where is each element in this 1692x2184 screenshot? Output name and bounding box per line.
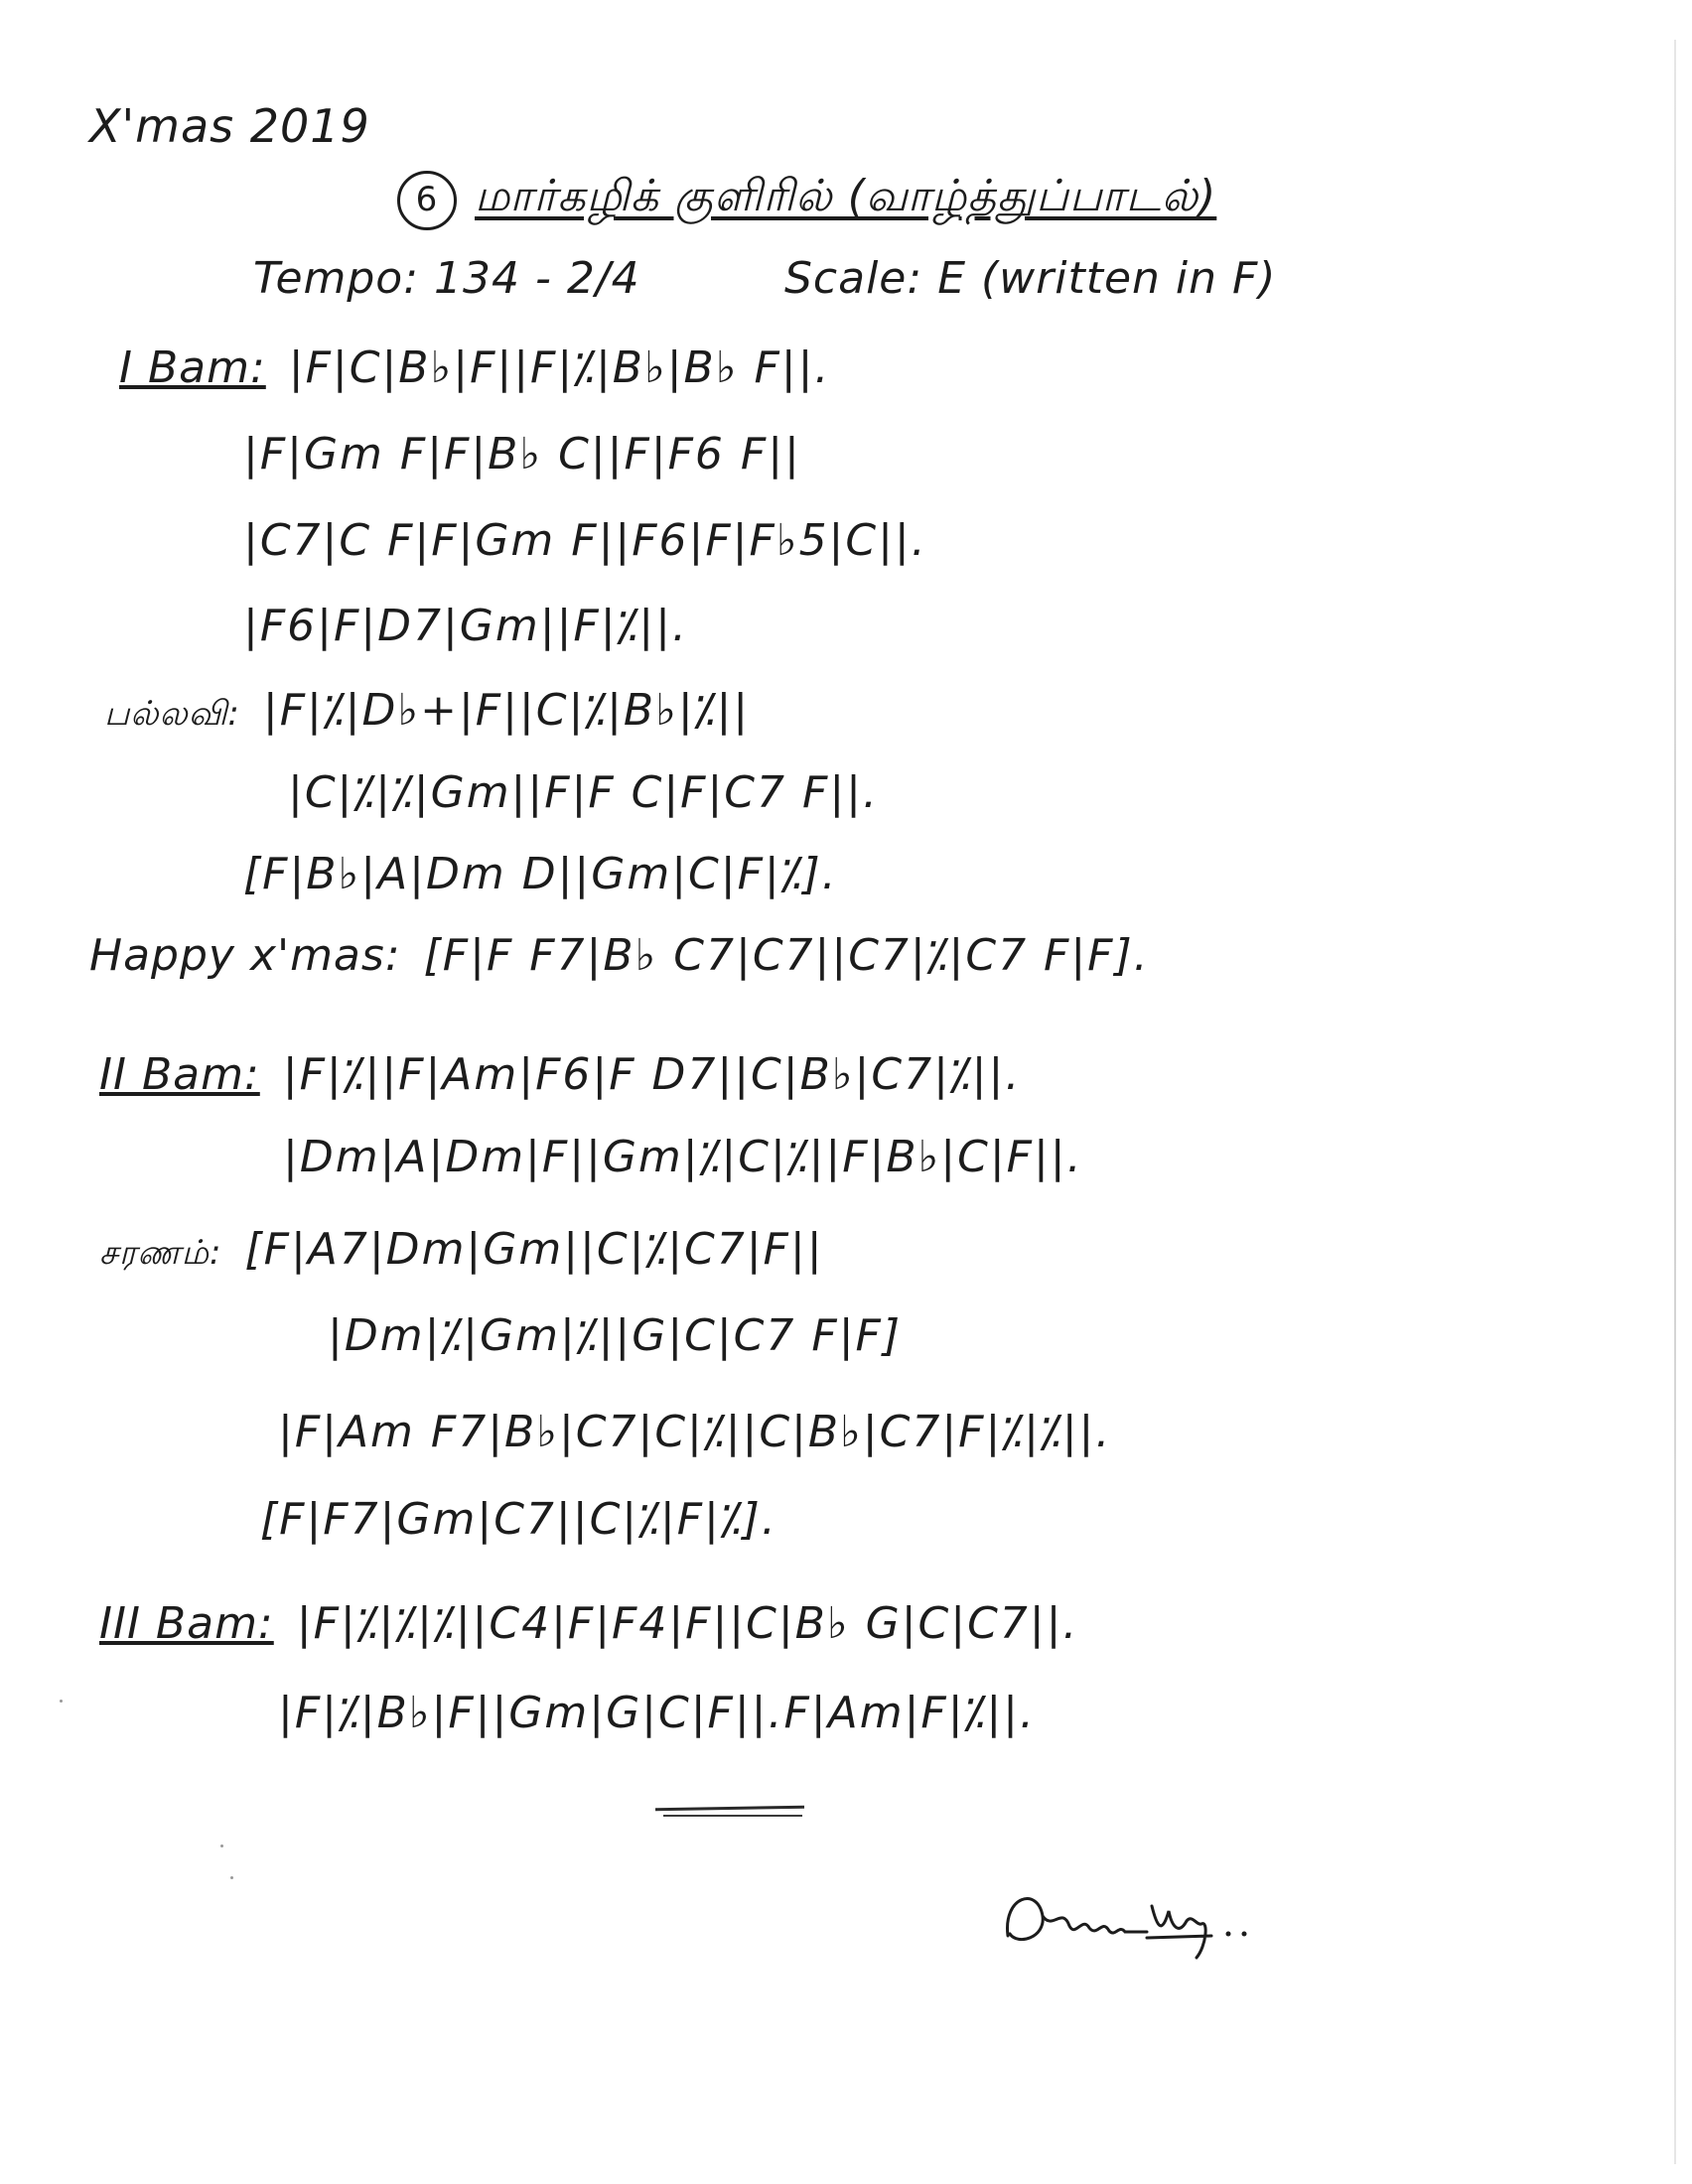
section-label: I Bam:: [119, 342, 266, 393]
year-note: X'mas 2019: [89, 99, 370, 153]
tempo-note: Tempo: 134 - 2/4: [253, 253, 640, 304]
section-label-1bam: [119, 342, 830, 393]
section-saranam: [99, 1224, 824, 1277]
chord-line: [F|B♭|A|Dm D||Gm|C|F|⁒].: [243, 849, 838, 899]
section-3bam: [99, 1598, 1078, 1649]
chord-line: |Dm|⁒|Gm|⁒||G|C|C7 F|F]: [328, 1310, 902, 1361]
chord-line: [F|F F7|B♭ C7|C7||C7|⁒|C7 F|F].: [423, 930, 1150, 981]
section-label: சரணம்:: [99, 1233, 222, 1273]
chord-line: [F|F7|Gm|C7||C|⁒|F|⁒].: [260, 1494, 777, 1545]
closing-rule-underline: [663, 1815, 802, 1817]
song-title: மார்கழிக் குளிரில் (வாழ்த்துப்பாடல்): [475, 171, 1217, 221]
chord-line: |F|Gm F|F|B♭ C||F|F6 F||: [243, 429, 801, 479]
song-number-circle: 6: [397, 171, 457, 230]
section-label: III Bam:: [99, 1598, 274, 1649]
chord-line: |F6|F|D7|Gm||F|⁒||.: [243, 601, 688, 651]
chord-line: |C7|C F|F|Gm F||F6|F|F♭5|C||.: [243, 515, 927, 566]
scale-note: Scale: E (written in F): [784, 253, 1277, 304]
section-pallavi: [104, 685, 750, 738]
chord-line: |C|⁒|⁒|Gm||F|F C|F|C7 F||.: [288, 767, 879, 818]
page-edge-line: [1674, 40, 1676, 2164]
chord-line: [F|A7|Dm|Gm||C|⁒|C7|F||: [244, 1224, 824, 1275]
chord-line: |F|⁒|⁒|⁒||C4|F|F4|F||C|B♭ G|C|C7||.: [296, 1598, 1079, 1649]
chord-line: |F|⁒||F|Am|F6|F D7||C|B♭|C7|⁒||.: [282, 1049, 1022, 1100]
section-label: Happy x'mas:: [89, 930, 401, 981]
scan-speck: [60, 1700, 63, 1703]
scan-speck: [230, 1876, 233, 1879]
scan-speck: [220, 1844, 223, 1847]
handwritten-signature: [998, 1876, 1276, 1966]
chord-line: |F|⁒|D♭+|F||C|⁒|B♭|⁒||: [262, 685, 751, 736]
song-title-line: [397, 171, 1216, 230]
closing-rule: [655, 1806, 804, 1812]
section-label: II Bam:: [99, 1049, 260, 1100]
chord-line: |F|Am F7|B♭|C7|C|⁒||C|B♭|C7|F|⁒|⁒||.: [278, 1407, 1112, 1457]
section-happy-xmas: [89, 930, 1150, 981]
chord-line: |F|C|B♭|F||F|⁒|B♭|B♭ F||.: [288, 342, 831, 393]
chord-line: |F|⁒|B♭|F||Gm|G|C|F||.F|Am|F|⁒||.: [278, 1688, 1036, 1738]
section-label: பல்லவி:: [104, 694, 240, 734]
chord-line: |Dm|A|Dm|F||Gm|⁒|C|⁒||F|B♭|C|F||.: [283, 1132, 1083, 1182]
section-2bam: [99, 1049, 1021, 1100]
